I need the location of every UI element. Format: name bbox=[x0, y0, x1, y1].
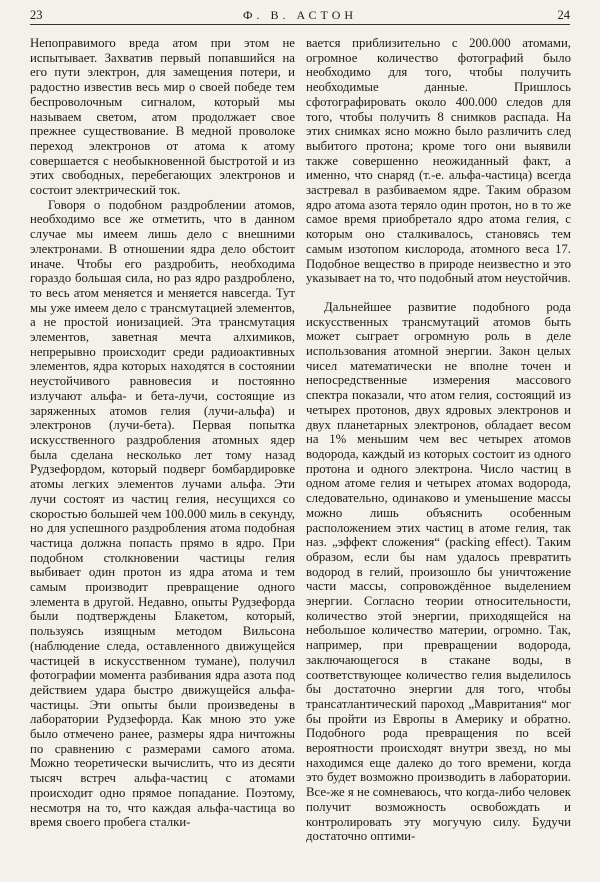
right-column bbox=[306, 36, 571, 844]
header-rule bbox=[30, 24, 570, 25]
paragraph: Дальнейшее развитие подобного рода искусственных трансмутаций атомов быть может сыграет огромную роль в деле использования атомной энергии. Закон целых чисел математически не вполне точен и непосредственные измерения массового спектра показали, что атом гелия, состоящий из четырех протонов, двух ядровых электронов и двух планетарных электронов, обладает весом на 1% меньшим чем вес четырех атомов водорода, каждый из которых состоит из одного протона и одного электрона. Число частиц в одном атоме гелия и четырех атомах водорода, следовательно, одинаково и уменьшение массы можно лишь объяснить особенным расположением этих частиц в атоме гелия, так наз. „эффект сложения“ (packing effect). Таким образом, если бы нам удалось превратить водород в гелий, произошло бы уничтожение части массы, сопровождённое выделением энергии. Согласно теории относительности, количество этой энергии, приходящейся на небольшое количество материи, огромно. Так, например, при превращении водорода, заключающегося в стакане воды, в соответствующее количество гелия выделилось бы достаточно энергии для того, чтобы трансатлантический пароход „Мавритания“ мог бы пройти из Европы в Америку и обратно. Подобного рода превращения по всей вероятности происходят внутри звезд, но мы находимся еще далеко до того времени, когда это будет возможно производить в лаборатории. Все-же я не сомневаюсь, что когда-либо человек получит возможность освобождать и контролировать эту могучую силу. Будучи достаточно оптими- bbox=[306, 299, 571, 844]
paragraph: вается приблизительно с 200.000 атомами, огромное количество фотографий было необходимо для того, чтобы получить необходимые данные. Пришлось сфотографировать около 400.000 следов для того, чтобы получить 8 снимков распада. На этих снимках ясно можно было различить след выбитого протона; кроме того они выявили также совершенно неожиданный факт, а именно, что снаряд (т.-е. альфа-частица) всегда застревал в разбиваемом ядре. Таким образом ядро атома азота теряло один протон, но в то же самое время приобретало ядро атома гелия, с которым оно сталкивалось, становясь тем самым изотопом кислорода, атомного веса 17. Подобное вещество в природе неизвестно и это указывает на то, что подобный атом неустойчив. bbox=[306, 36, 571, 286]
paragraph: Непоправимого вреда атом при этом не испытывает. Захватив первый попавшийся на его пути электрон, для замещения потери, и радостно известив весь мир о своей победе тем беспроволочным сигналом, который мы называем светом, атом продолжает свое прежнее существование. В медной проволоке переход электронов от атома к атому совершается с необыкновенной быстротой и из этих свободных, перебегающих электронов и состоит электрический ток. bbox=[30, 36, 295, 198]
page-number-right: 24 bbox=[557, 8, 570, 22]
left-column bbox=[30, 36, 295, 830]
paragraph: Говоря о подобном раздроблении атомов, необходимо все же отметить, что в данном случае мы имеем лишь дело с внешними электронами. В отношении ядра дело обстоит иначе. Чтобы его раздробить, необходима гораздо большая сила, но раз ядро раздроблено, то весь атом меняется и меняется навсегда. Тут мы уже имеем дело с трансмутацией элементов, а не простой ионизацией. Эта трансмутация элементов, заветная мечта алхимиков, непрерывно происходит среди радиоактивных элементов, ядра которых находятся в состоянии неустойчивого равновесия и постоянно излучают альфа- и бета-лучи, состоящие из заряженных атомов гелия (лучи-альфа) и электронов (лучи-бета). Первая попытка искусственного раздробления атомных ядер была сделана несколько лет тому назад Рудзефордом, который подверг бомбардировке атомы легких элементов лучами альфа. Эти лучи состоят из частиц гелия, несущихся со скоростью большей чем 100.000 миль в секунду, но для успешного раздробления атома подобная частица должна попасть прямо в ядро. При подобном столкновении частицы гелия выбивает один протон из ядра атома и тем самым производит превращение одного элемента в другой. Недавно, опыты Рудзефорда были подтверждены Блакетом, который, пользуясь изящным методом Вильсона (наблюдение следа, оставленного движущейся частицей в искусственном тумане), получил фотографии момента разбивания ядра азота под действием удара быстро движущейся альфа-частицы. Эти опыты были произведены в лаборатории Рудзефорда. Как мною это уже было отмечено ранее, размеры ядра ничтожны по сравнению с размерами самого атома. Можно теоретически вычислить, что из десяти тысяч встреч альфа-частиц с атомами происходит одно прямое попадание. Поэтому, несмотря на то, что каждая альфа-частица во время своего пробега сталки- bbox=[30, 197, 295, 830]
running-head-title: Ф. В. АСТОН bbox=[242, 8, 358, 22]
page-number-left: 23 bbox=[30, 8, 43, 22]
